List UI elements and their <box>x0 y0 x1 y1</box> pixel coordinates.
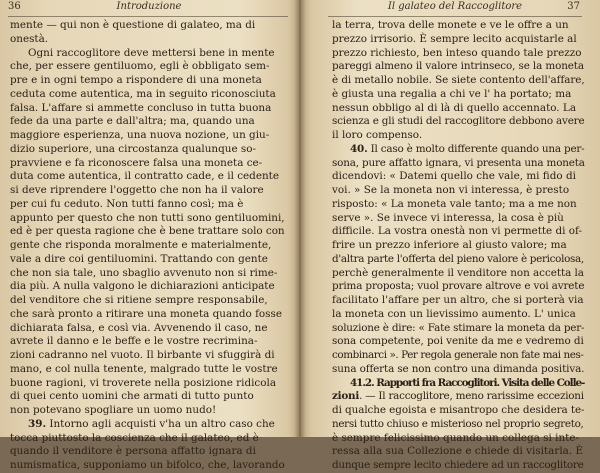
text-line <box>10 33 285 47</box>
line-text: duta come autentica, il contratto cade, e il cedente <box>10 170 279 183</box>
line-text: mano, e col nulla tenente, malgrado tutte le vostre <box>10 362 278 375</box>
line-text: nessun obbligo al di là di quello accennato. La <box>332 101 577 114</box>
line-text: pareggi almeno il valore intrinseco, se la moneta <box>332 60 584 73</box>
line-text: maggiore esperienza, una nuova nozione, un giu- <box>10 129 270 141</box>
line-text: risposto: « La moneta vale tanto; ma a me non <box>332 197 577 210</box>
text-line <box>332 19 584 33</box>
text-line <box>10 432 285 446</box>
line-text: sona, pure affatto ignara, vi presenta una moneta <box>332 156 585 169</box>
text-line <box>332 390 584 404</box>
text-line <box>332 432 584 446</box>
text-line <box>10 225 285 239</box>
text-line <box>332 253 584 267</box>
line-text: ed è per questa ragione che è bene trattare solo con <box>10 225 285 238</box>
text-line <box>332 294 584 308</box>
line-text: mente — qui non è questione di galateo, ma di <box>10 19 256 31</box>
text-line <box>10 170 285 184</box>
line-text: non potevano spogliare un uomo nudo! <box>10 404 217 416</box>
text-line <box>10 198 285 212</box>
line-text: vale a dire coi gentiluomini. Trattando con gente <box>10 252 268 265</box>
text-line <box>332 74 584 88</box>
line-text: ceduta come autentica, ma in seguito riconosciuta <box>10 87 276 100</box>
text-line <box>332 115 584 129</box>
section-heading: 2. Rapporti fra Raccoglitori. Visita delle Colle- <box>364 376 585 389</box>
text-line <box>10 60 285 74</box>
text-line <box>10 115 285 129</box>
line-text: suna offerta se non contro una dimanda positiva. <box>332 362 585 375</box>
text-line <box>10 308 285 322</box>
paragraph-number: 41. <box>350 376 365 389</box>
text-line <box>10 19 285 33</box>
line-text: del venditore che si ritiene sempre responsabile, <box>10 294 268 306</box>
text-line <box>332 33 584 47</box>
line-text: soluzione è dire: « Fate stimare la moneta da per- <box>332 321 585 334</box>
text-line <box>10 377 285 391</box>
line-text: fede da una parte e dall'altra; ma, quando una <box>10 115 255 128</box>
text-line <box>10 418 285 432</box>
text-line <box>10 239 285 253</box>
text-line <box>10 102 285 116</box>
page-number: 37 <box>567 1 580 12</box>
line-text: sona competente, poi venite da me e vedremo di <box>332 335 584 348</box>
text-line <box>332 157 584 171</box>
text-line <box>332 198 584 212</box>
line-text: . — Il raccoglitore, meno rarissime eccezioni <box>359 390 584 403</box>
line-text: gente che risponda moralmente e materialmente, <box>10 239 272 251</box>
right-page-text <box>332 19 584 473</box>
text-line <box>332 102 584 116</box>
line-text: dicendovi: « Datemi quello che vale, mi fido di <box>332 170 576 183</box>
line-text: di qualche egoista e misantropo che desidera te- <box>332 404 585 416</box>
line-text: tocca piuttosto la coscienza che il galateo, ed è <box>10 431 259 444</box>
line-text: che sarà pronto a ritirare una moneta quando fosse <box>10 307 282 320</box>
line-text: dichiarata falsa, e così via. Avvenendo il caso, ne <box>10 321 268 334</box>
text-line <box>332 170 584 184</box>
line-text: onestà. <box>10 32 49 45</box>
line-text: Intorno agli acquisti v'ha un altro caso che <box>46 417 275 430</box>
line-text: la moneta con un lievissimo aumento. L' unica <box>332 307 576 320</box>
page-number: 36 <box>8 1 21 12</box>
right-page <box>300 0 600 471</box>
line-text: pravviene e fa riconoscere falsa una moneta ce- <box>10 156 263 169</box>
line-text: d'altra parte l'offerta del pieno valore è pericolosa, <box>332 252 584 265</box>
line-text: prezzo irrisorio. È sempre lecito acquistarle al <box>332 32 577 45</box>
text-line <box>10 129 285 143</box>
text-line <box>10 363 285 377</box>
text-line <box>332 445 584 459</box>
text-line <box>332 404 584 418</box>
line-text: la terra, trova delle monete e ve le offre a un <box>332 19 569 31</box>
line-text: Il caso è molto differente quando una per- <box>367 142 585 155</box>
paragraph-number: 39. <box>28 417 47 430</box>
text-line <box>10 88 285 102</box>
text-line <box>10 212 285 226</box>
text-line <box>332 459 584 473</box>
line-text: serve ». Se invece vi interessa, la cosa è più <box>332 211 564 224</box>
text-line <box>10 280 285 294</box>
text-line <box>10 184 285 198</box>
line-text: è sempre felicissimo quando un collega si inte- <box>332 431 579 444</box>
paragraph-number: 40. <box>350 142 368 155</box>
text-line <box>10 143 285 157</box>
line-text: che, per essere gentiluomo, egli è obbligato sem- <box>10 60 270 73</box>
text-line <box>332 377 584 391</box>
line-text: dunque sempre lecito chiedere ad un raccoglitore <box>332 459 584 471</box>
text-line <box>10 294 285 308</box>
line-text: nersi tutto chiuso e misterioso nel proprio segreto, <box>332 417 584 430</box>
text-line <box>332 418 584 432</box>
text-line <box>332 322 584 336</box>
line-text: zioni cadranno nel vuoto. Il birbante vi sfuggirà di <box>10 349 275 361</box>
text-line <box>332 267 584 281</box>
text-line <box>10 157 285 171</box>
line-text: quando il venditore è persona affatto ignara di <box>10 445 256 458</box>
text-line <box>10 322 285 336</box>
line-text: falsa. L'affare si ammette concluso in tutta buona <box>10 101 272 114</box>
line-text: combinarci ». Per regola generale non fate mai nes- <box>332 349 584 361</box>
line-text: prima proposta; vuol provare altrove e voi avrete <box>332 280 585 293</box>
left-page-text <box>10 19 285 473</box>
text-line <box>10 459 285 473</box>
text-line <box>10 390 285 404</box>
text-line <box>10 74 285 88</box>
line-text: è giusta una regalia a chi ve l' ha portato; ma <box>332 87 572 100</box>
header-rule <box>328 16 582 17</box>
text-line <box>332 88 584 102</box>
line-text: buone ragioni, vi troverete nella posizione ridicola <box>10 376 277 389</box>
text-line <box>332 47 584 61</box>
header-rule <box>8 16 288 17</box>
line-text: pre e in ogni tempo a rispondere di una moneta <box>10 74 262 86</box>
text-line <box>332 335 584 349</box>
text-line <box>332 184 584 198</box>
text-line <box>10 349 285 363</box>
line-text: numismatica, supponiamo un bifolco, che, lavorando <box>10 459 285 471</box>
text-line <box>332 60 584 74</box>
running-head: Introduzione <box>116 1 182 12</box>
line-text: dizio superiore, una circostanza qualunque so- <box>10 142 256 155</box>
text-line <box>332 280 584 294</box>
line-text: per cui fu ceduto. Non tutti fanno così; ma è <box>10 197 244 210</box>
left-page <box>0 0 300 471</box>
line-text: che non sia tale, uno sbaglio avvenuto non si rime- <box>10 266 278 279</box>
section-heading: zioni <box>332 390 360 403</box>
line-text: avrete il danno e le beffe e le vostre recrimina- <box>10 335 258 348</box>
text-line <box>10 267 285 281</box>
text-line <box>10 253 285 267</box>
text-line <box>10 47 285 61</box>
line-text: frire un prezzo inferiore al giusto valore; ma <box>332 239 567 251</box>
text-line <box>10 335 285 349</box>
text-line <box>332 225 584 239</box>
line-text: perchè generalmente il venditore non accetta la <box>332 266 584 279</box>
line-text: facilitato l'affare per un altro, che si porterà via <box>332 294 584 306</box>
line-text: di quei cento uomini che armati di tutto punto <box>10 390 254 403</box>
line-text: difficile. La vostra onestà non vi permette di of- <box>332 225 583 238</box>
text-line <box>10 445 285 459</box>
text-line <box>332 212 584 226</box>
line-text: il loro compenso. <box>332 129 423 141</box>
line-text: prezzo richiesto, ben inteso quando tale prezzo <box>332 46 582 59</box>
line-text: si deve riprendere l'oggetto che non ha il valore <box>10 184 264 196</box>
running-head: Il galateo del Raccoglitore <box>387 1 523 12</box>
text-line <box>332 363 584 377</box>
text-line <box>332 308 584 322</box>
line-text: Ogni raccoglitore deve mettersi bene in mente <box>28 46 275 59</box>
text-line <box>332 239 584 253</box>
line-text: ressa alla sua Collezione e chiede di visitarla. È <box>332 445 584 458</box>
left-page-header <box>8 1 290 17</box>
text-line <box>332 349 584 363</box>
text-line <box>332 129 584 143</box>
line-text: è di metallo nobile. Se siete contento dell'affare, <box>332 74 585 86</box>
line-text: voi. » Se la moneta non vi interessa, è presto <box>332 184 570 196</box>
line-text: scienza e gli studi del raccoglitore debbono avere <box>332 115 585 128</box>
line-text: dia più. A nulla valgono le dichiarazioni anticipate <box>10 280 275 293</box>
text-line <box>10 404 285 418</box>
right-page-header <box>330 1 580 17</box>
line-text: appunto per questo che non tutti sono gentiluomini, <box>10 211 285 224</box>
text-line <box>332 143 584 157</box>
